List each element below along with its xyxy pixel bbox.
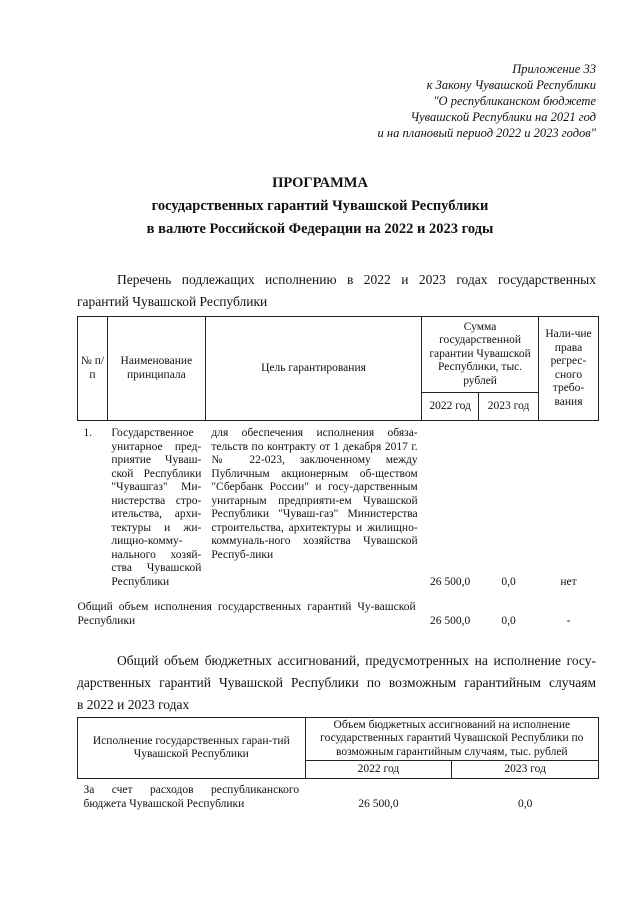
header-purpose: Цель гарантирования: [205, 317, 421, 421]
allocations-intro-line-2: дарственных гарантий Чувашской Республики по возможным гарантийным случаям: [77, 675, 596, 690]
appendix-number: Приложение 33: [512, 62, 596, 76]
header-source: Исполнение государственных гаран-тий Чувашской Республики: [78, 718, 306, 779]
row-purpose: для обеспечения исполнения обяза-тельств по контракту от 1 декабря 2017 г. № 22-023, заключенному между Публичным акционерным об-ществом "Сбербанк России" и госу-дарственным унитарным предприяти-ем Чувашской Республики "Чуваш-газ" Министерства строительства, архитектуры и жилищно-коммуналь-ного хозяйства Чувашской Респуб-лики: [211, 427, 418, 561]
total-amount-2022: 26 500,0: [430, 614, 471, 627]
program-title: [0, 172, 640, 241]
table-row: [78, 779, 599, 812]
appendix-law-title-2: Чувашской Республики на 2021 год: [410, 110, 596, 124]
row-recourse: нет: [560, 575, 577, 588]
header-allocations-amount: Объем бюджетных ассигнований на исполнение государственных гарантий Чувашской Республики по возможным гарантийным случаям, тыс. рублей: [305, 718, 598, 761]
appendix-law: к Закону Чувашской Республики: [426, 78, 596, 92]
appendix-header: [276, 61, 596, 141]
header-number: № п/п: [78, 317, 108, 421]
row-amount-2023: 0,0: [501, 575, 516, 588]
header-amount: Сумма государственной гарантии Чувашской Республики, тыс. рублей: [422, 317, 539, 393]
row-principal: Государственное унитарное пред-приятие Чуваш-ской Республики "Чувашгаз" Ми-нистерства стро-ительства, архи-тектуры и жи-лищно-комму-нального хозяй-ства Чувашской Республики: [111, 427, 202, 588]
appendix-law-title-1: "О республиканском бюджете: [433, 94, 596, 108]
table-row: [78, 421, 599, 590]
appendix-law-title-3: и на плановый период 2022 и 2023 годов": [377, 126, 596, 140]
header-recourse: Нали-чие права регрес-сного требо-вания: [539, 317, 599, 421]
program-title-line-2: государственных гарантий Чувашской Республики: [151, 198, 489, 214]
allocations-intro-line-3: в 2022 и 2023 годах: [77, 697, 190, 712]
allocations-intro-line-1: Общий объем бюджетных ассигнований, предусмотренных на исполнение госу-: [117, 653, 596, 668]
guarantees-table: [77, 316, 599, 628]
guarantees-intro-line-2: гарантий Чувашской Республики: [77, 294, 268, 309]
header-alloc-year-2022: 2022 год: [305, 761, 452, 779]
program-title-line-3: в валюте Российской Федерации на 2022 и 2023 годы: [146, 221, 494, 237]
header-year-2023: 2023 год: [479, 393, 539, 421]
row-alloc-2022: 26 500,0: [358, 797, 399, 810]
total-recourse: -: [566, 614, 571, 627]
row-alloc-2023: 0,0: [517, 797, 533, 810]
total-label: Общий объем исполнения государственных гарантий Чу-вашской Республики: [77, 601, 416, 627]
header-principal: Наименование принципала: [107, 317, 205, 421]
guarantees-intro-line-1: Перечень подлежащих исполнению в 2022 и 2023 годах государственных: [117, 272, 596, 287]
guarantees-intro: [77, 269, 596, 313]
row-source: За счет расходов республиканского бюджета Чувашской Республики: [83, 784, 300, 810]
total-amount-2023: 0,0: [501, 614, 516, 627]
program-title-line-1: ПРОГРАММА: [272, 175, 368, 191]
header-year-2022: 2022 год: [422, 393, 479, 421]
header-alloc-year-2023: 2023 год: [452, 761, 599, 779]
row-number: 1.: [83, 427, 93, 439]
allocations-intro: [77, 650, 596, 716]
allocations-table: [77, 717, 599, 811]
total-row: [78, 601, 599, 628]
row-amount-2022: 26 500,0: [430, 575, 471, 588]
